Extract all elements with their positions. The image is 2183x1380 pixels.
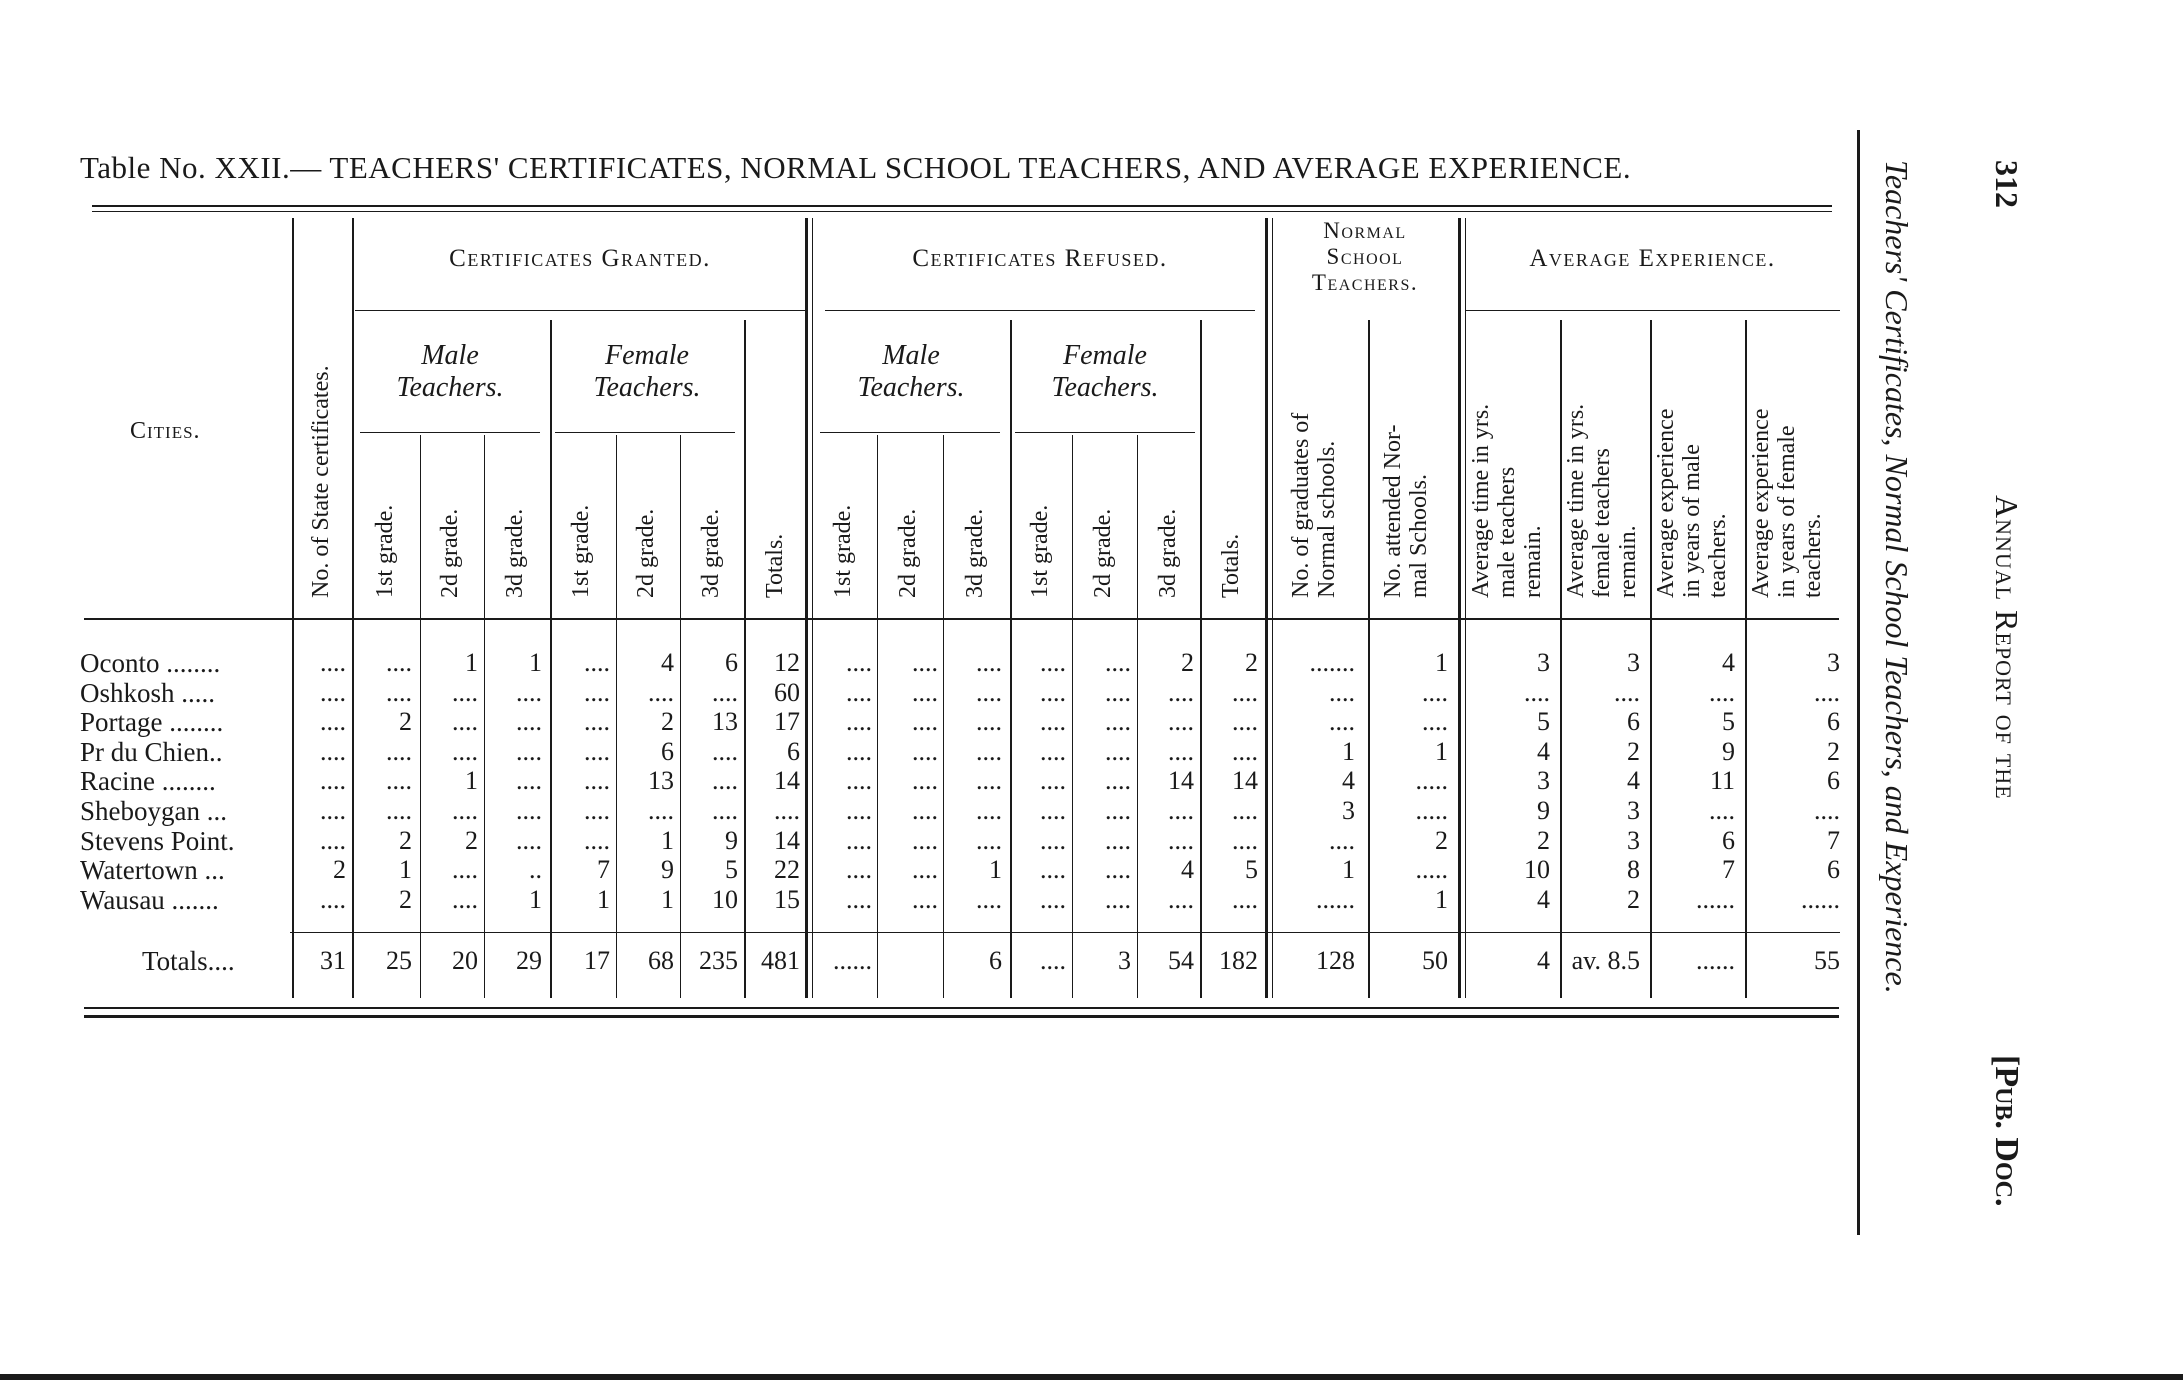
row-city-label: Pr du Chien.. (80, 736, 223, 767)
table-cell: 6 (1627, 707, 1640, 737)
table-cell: .... (1814, 677, 1840, 707)
table-cell: 4 (1627, 766, 1640, 796)
row-city-label: Racine ........ (80, 766, 216, 797)
table-cell: 5 (725, 855, 738, 885)
table-cell: 2 (465, 825, 478, 855)
table-cell: 3 (1627, 796, 1640, 825)
totals-cell: 31 (320, 946, 346, 975)
totals-cell: .... (1040, 946, 1066, 975)
table-cell: .... (584, 648, 610, 677)
table-cell: 4 (1537, 884, 1550, 914)
table-cell: .... (584, 736, 610, 766)
table-cell: 2 (1435, 825, 1448, 855)
table-cell: .... (712, 736, 738, 766)
table-cell: 2 (399, 884, 412, 914)
table-cell: 2 (1537, 825, 1550, 855)
table-cell: 2 (333, 855, 346, 885)
table-cell: .... (1168, 736, 1194, 766)
totals-cell: 17 (584, 946, 610, 975)
table-cell: .... (912, 825, 938, 855)
table-cell: .... (1168, 707, 1194, 737)
table-cell: 1 (661, 825, 674, 855)
table-cell: ...... (1696, 884, 1735, 914)
table-cell: .... (1232, 796, 1258, 825)
table-cell: .... (712, 796, 738, 825)
table-cell: .... (584, 707, 610, 737)
table-cell: .... (1329, 677, 1355, 707)
totals-cell: 6 (989, 946, 1002, 975)
col-normal-attended: No. attended Nor- mal Schools. (1380, 424, 1432, 598)
col-granted-totals: Totals. (762, 533, 788, 598)
group-underline-refused (825, 310, 1255, 311)
table-cell: .... (320, 677, 346, 707)
table-cell: ...... (1316, 884, 1355, 914)
table-cell: .... (912, 707, 938, 737)
table-cell: .... (1814, 796, 1840, 825)
subgroup-underline-2 (555, 432, 735, 433)
table-cell: 6 (1722, 825, 1735, 855)
row-city-label: Portage ........ (80, 707, 224, 738)
bottom-rule-2 (84, 1015, 1839, 1018)
table-cell: .... (1105, 825, 1131, 855)
col-avg-female-remain: Average time in yrs. female teachers remain. (1563, 403, 1641, 598)
table-cell: .... (452, 707, 478, 737)
table-cell: 9 (1722, 736, 1735, 766)
table-cell: .... (320, 884, 346, 914)
table-cell: 7 (1827, 825, 1840, 855)
table-cell: 7 (1722, 855, 1735, 885)
table-cell: .... (1168, 796, 1194, 825)
table-cell: 2 (1627, 736, 1640, 766)
cities-header: Cities. (130, 418, 201, 444)
totals-cell: 29 (516, 946, 542, 975)
col-refused-male-1st: 1st grade. (830, 504, 856, 598)
table-cell: .... (1040, 648, 1066, 677)
table-cell: 60 (774, 677, 800, 707)
table-cell: ..... (1415, 855, 1448, 885)
col-avg-exp-male: Average experience in years of male teachers. (1653, 408, 1731, 598)
table-cell: .... (1040, 736, 1066, 766)
col-refused-female-2d: 2d grade. (1090, 508, 1116, 598)
table-cell: 2 (1245, 648, 1258, 677)
table-cell: .... (1105, 736, 1131, 766)
table-cell: 3 (1342, 796, 1355, 825)
table-cell: 4 (1537, 736, 1550, 766)
table-cell: 22 (774, 855, 800, 885)
table-cell: .... (584, 796, 610, 825)
table-cell: .... (1040, 825, 1066, 855)
table-cell: 8 (1627, 855, 1640, 885)
totals-label: Totals.... (142, 946, 235, 976)
col-refused-male-2d: 2d grade. (895, 508, 921, 598)
table-cell: 1 (989, 855, 1002, 885)
table-cell: 3 (1627, 825, 1640, 855)
table-cell: .... (1422, 707, 1448, 737)
totals-cell: 54 (1168, 946, 1194, 975)
table-cell: 2 (399, 825, 412, 855)
table-cell: 2 (1181, 648, 1194, 677)
table-cell: .... (1422, 677, 1448, 707)
table-cell: .... (976, 825, 1002, 855)
totals-cell: ...... (833, 946, 872, 975)
table-cell: 4 (661, 648, 674, 677)
table-cell: .... (386, 766, 412, 796)
row-city-label: Stevens Point. (80, 825, 235, 856)
table-cell: 15 (774, 884, 800, 914)
totals-cell: 50 (1422, 946, 1448, 975)
table-cell: 1 (465, 648, 478, 677)
table-cell: .... (976, 736, 1002, 766)
report-title: Annual Report of the (1989, 495, 2025, 800)
table-cell: 14 (774, 766, 800, 796)
table-cell: 1 (1342, 855, 1355, 885)
table-cell: .... (846, 855, 872, 885)
table-cell: .... (584, 677, 610, 707)
table-cell: .... (648, 796, 674, 825)
totals-cell: 481 (761, 946, 800, 975)
totals-cell: ...... (1696, 946, 1735, 975)
refused-female-teachers-header: Female Teachers. (1051, 340, 1159, 403)
table-cell: 14 (1232, 766, 1258, 796)
table-cell: .... (516, 736, 542, 766)
table-cell: .... (452, 736, 478, 766)
table-cell: .... (386, 648, 412, 677)
table-cell: .... (386, 796, 412, 825)
table-cell: .... (1105, 766, 1131, 796)
table-cell: 6 (1827, 855, 1840, 885)
table-cell: .... (1709, 796, 1735, 825)
col-granted-female-3d: 3d grade. (698, 508, 724, 598)
table-cell: ...... (1801, 884, 1840, 914)
page-bottom-bar (0, 1374, 2183, 1380)
top-rule-2 (92, 211, 1832, 212)
table-cell: 5 (1537, 707, 1550, 737)
totals-rule (290, 932, 1840, 933)
table-cell: .... (1040, 855, 1066, 885)
table-cell: 3 (1827, 648, 1840, 677)
table-cell: .... (1232, 825, 1258, 855)
col-avg-exp-female: Average experience in years of female teachers. (1748, 408, 1826, 598)
table-cell: .... (1329, 707, 1355, 737)
table-cell: .... (846, 677, 872, 707)
table-cell: .... (846, 648, 872, 677)
table-cell: 4 (1181, 855, 1194, 885)
table-cell: .... (516, 677, 542, 707)
table-cell: 2 (661, 707, 674, 737)
table-cell: .... (1232, 884, 1258, 914)
table-cell: .... (976, 766, 1002, 796)
totals-cell: 4 (1537, 946, 1550, 975)
table-cell: .... (976, 677, 1002, 707)
table-cell: .... (1105, 884, 1131, 914)
table-cell: 1 (465, 766, 478, 796)
table-cell: .... (912, 648, 938, 677)
table-cell: ....... (1309, 648, 1355, 677)
table-cell: .... (912, 884, 938, 914)
table-cell: .... (976, 707, 1002, 737)
table-cell: 6 (1827, 766, 1840, 796)
table-cell: 2 (1627, 884, 1640, 914)
table-cell: 9 (725, 825, 738, 855)
page-number: 312 (1989, 160, 2025, 208)
table-cell: 1 (1435, 736, 1448, 766)
table-cell: .... (1232, 736, 1258, 766)
table-cell: 4 (1342, 766, 1355, 796)
row-city-label: Oshkosh ..... (80, 677, 216, 708)
table-cell: .... (912, 736, 938, 766)
table-cell: 3 (1537, 648, 1550, 677)
table-cell: 1 (1342, 736, 1355, 766)
table-cell: .... (1614, 677, 1640, 707)
table-cell: 14 (1168, 766, 1194, 796)
table-cell: 13 (712, 707, 738, 737)
table-cell: .... (1709, 677, 1735, 707)
totals-cell: 182 (1219, 946, 1258, 975)
header-bottom-rule (84, 618, 1839, 620)
table-cell: .... (1232, 707, 1258, 737)
table-cell: ..... (1415, 796, 1448, 825)
table-cell: 3 (1627, 648, 1640, 677)
table-cell: 6 (787, 736, 800, 766)
table-cell: .... (584, 766, 610, 796)
group-underline-experience (1465, 310, 1840, 311)
totals-cell: 3 (1118, 946, 1131, 975)
totals-cell: 25 (386, 946, 412, 975)
col-granted-male-1st: 1st grade. (372, 504, 398, 598)
top-rule-1 (92, 205, 1832, 207)
certificates-granted-header: Certificates Granted. (449, 245, 711, 272)
table-cell: 1 (1435, 884, 1448, 914)
table-cell: .... (1168, 825, 1194, 855)
table-cell: .... (1040, 707, 1066, 737)
table-cell: .... (1329, 825, 1355, 855)
table-cell: 4 (1722, 648, 1735, 677)
table-cell: .... (1040, 677, 1066, 707)
doc-label: [Pub. Doc. (1988, 1055, 2025, 1207)
subgroup-underline-3 (820, 432, 1000, 433)
row-city-label: Wausau ....... (80, 884, 219, 915)
subgroup-underline-1 (360, 432, 540, 433)
granted-female-teachers-header: Female Teachers. (593, 340, 701, 403)
table-cell: 1 (529, 648, 542, 677)
table-cell: .... (1105, 677, 1131, 707)
table-cell: .... (1524, 677, 1550, 707)
normal-school-teachers-header: Normal School Teachers. (1311, 218, 1419, 295)
table-cell: 9 (1537, 796, 1550, 825)
table-cell: 11 (1709, 766, 1735, 796)
table-cell: .... (320, 766, 346, 796)
table-cell: .... (648, 677, 674, 707)
table-cell: 5 (1722, 707, 1735, 737)
table-cell: 2 (399, 707, 412, 737)
right-margin-rule (1857, 130, 1860, 1235)
table-cell: 13 (648, 766, 674, 796)
refused-male-teachers-header: Male Teachers. (857, 340, 965, 403)
table-cell: 1 (661, 884, 674, 914)
group-underline-granted (355, 310, 805, 311)
granted-male-teachers-header: Male Teachers. (396, 340, 504, 403)
table-cell: ..... (1415, 766, 1448, 796)
table-cell: 10 (712, 884, 738, 914)
table-cell: 1 (529, 884, 542, 914)
certificates-refused-header: Certificates Refused. (912, 245, 1168, 272)
table-cell: 17 (774, 707, 800, 737)
table-cell: .... (452, 884, 478, 914)
col-granted-female-1st: 1st grade. (568, 504, 594, 598)
table-cell: 2 (1827, 736, 1840, 766)
table-cell: 9 (661, 855, 674, 885)
table-cell: .... (320, 707, 346, 737)
table-cell: .... (846, 736, 872, 766)
table-cell: 7 (597, 855, 610, 885)
table-cell: .... (912, 855, 938, 885)
table-cell: .... (452, 855, 478, 885)
table-cell: .... (912, 796, 938, 825)
table-cell: .... (1105, 855, 1131, 885)
table-cell: .... (1105, 796, 1131, 825)
table-cell: .... (912, 677, 938, 707)
subgroup-underline-4 (1015, 432, 1195, 433)
col-granted-male-3d: 3d grade. (502, 508, 528, 598)
table-cell: .... (846, 825, 872, 855)
table-cell: .... (1168, 884, 1194, 914)
table-cell: .... (1040, 796, 1066, 825)
average-experience-header: Average Experience. (1529, 245, 1776, 272)
totals-cell: 128 (1316, 946, 1355, 975)
table-cell: .. (529, 855, 542, 885)
totals-cell: 235 (699, 946, 738, 975)
table-cell: .... (1040, 884, 1066, 914)
col-refused-female-1st: 1st grade. (1027, 504, 1053, 598)
table-cell: .... (320, 736, 346, 766)
table-cell: .... (976, 884, 1002, 914)
totals-cell: 20 (452, 946, 478, 975)
totals-cell: 55 (1814, 946, 1840, 975)
table-cell: 6 (661, 736, 674, 766)
col-refused-male-3d: 3d grade. (962, 508, 988, 598)
totals-cell: av. 8.5 (1571, 946, 1640, 975)
table-cell: .... (976, 648, 1002, 677)
table-cell: .... (976, 796, 1002, 825)
table-cell: .... (1040, 766, 1066, 796)
table-cell: 5 (1245, 855, 1258, 885)
table-cell: .... (1105, 648, 1131, 677)
table-cell: .... (516, 825, 542, 855)
table-cell: .... (452, 796, 478, 825)
table-cell: .... (386, 677, 412, 707)
table-cell: .... (386, 736, 412, 766)
table-cell: .... (320, 648, 346, 677)
col-refused-female-3d: 3d grade. (1155, 508, 1181, 598)
table-cell: 1 (597, 884, 610, 914)
table-cell: 3 (1537, 766, 1550, 796)
table-cell: .... (912, 766, 938, 796)
col-refused-totals: Totals. (1218, 533, 1244, 598)
table-cell: .... (712, 766, 738, 796)
table-cell: .... (846, 796, 872, 825)
row-city-label: Sheboygan ... (80, 796, 227, 826)
table-cell: 10 (1524, 855, 1550, 885)
totals-cell: 68 (648, 946, 674, 975)
table-cell: .... (516, 707, 542, 737)
table-cell: .... (452, 677, 478, 707)
col-granted-male-2d: 2d grade. (437, 508, 463, 598)
table-cell: .... (846, 884, 872, 914)
table-cell: .... (1168, 677, 1194, 707)
col-avg-male-remain: Average time in yrs. male teachers remain. (1468, 403, 1546, 598)
col-granted-female-2d: 2d grade. (633, 508, 659, 598)
table-cell: 14 (774, 825, 800, 855)
table-cell: .... (516, 796, 542, 825)
table-cell: .... (712, 677, 738, 707)
bottom-rule-1 (84, 1007, 1839, 1009)
table-cell: 12 (774, 648, 800, 677)
table-title: Table No. XXII.— TEACHERS' CERTIFICATES, NORMAL SCHOOL TEACHERS, AND AVERAGE EXPERIENCE. (80, 150, 1632, 185)
col-normal-graduates: No. of graduates of Normal schools. (1288, 412, 1340, 598)
col-state-certificates: No. of State certificates. (308, 365, 334, 598)
table-cell: 6 (725, 648, 738, 677)
table-cell: .... (320, 825, 346, 855)
table-cell: .... (584, 825, 610, 855)
table-cell: .... (846, 766, 872, 796)
table-cell: 1 (1435, 648, 1448, 677)
table-cell: 6 (1827, 707, 1840, 737)
table-cell: .... (320, 796, 346, 825)
table-cell: 1 (399, 855, 412, 885)
table-cell: .... (1105, 707, 1131, 737)
row-city-label: Oconto ........ (80, 648, 221, 678)
table-cell: .... (1232, 677, 1258, 707)
table-cell: .... (846, 707, 872, 737)
italic-caption: Teachers' Certificates, Normal School Teachers, and Experience. (1879, 160, 1915, 994)
table-cell: .... (774, 796, 800, 825)
table-cell: .... (516, 766, 542, 796)
row-city-label: Watertown ... (80, 855, 225, 886)
